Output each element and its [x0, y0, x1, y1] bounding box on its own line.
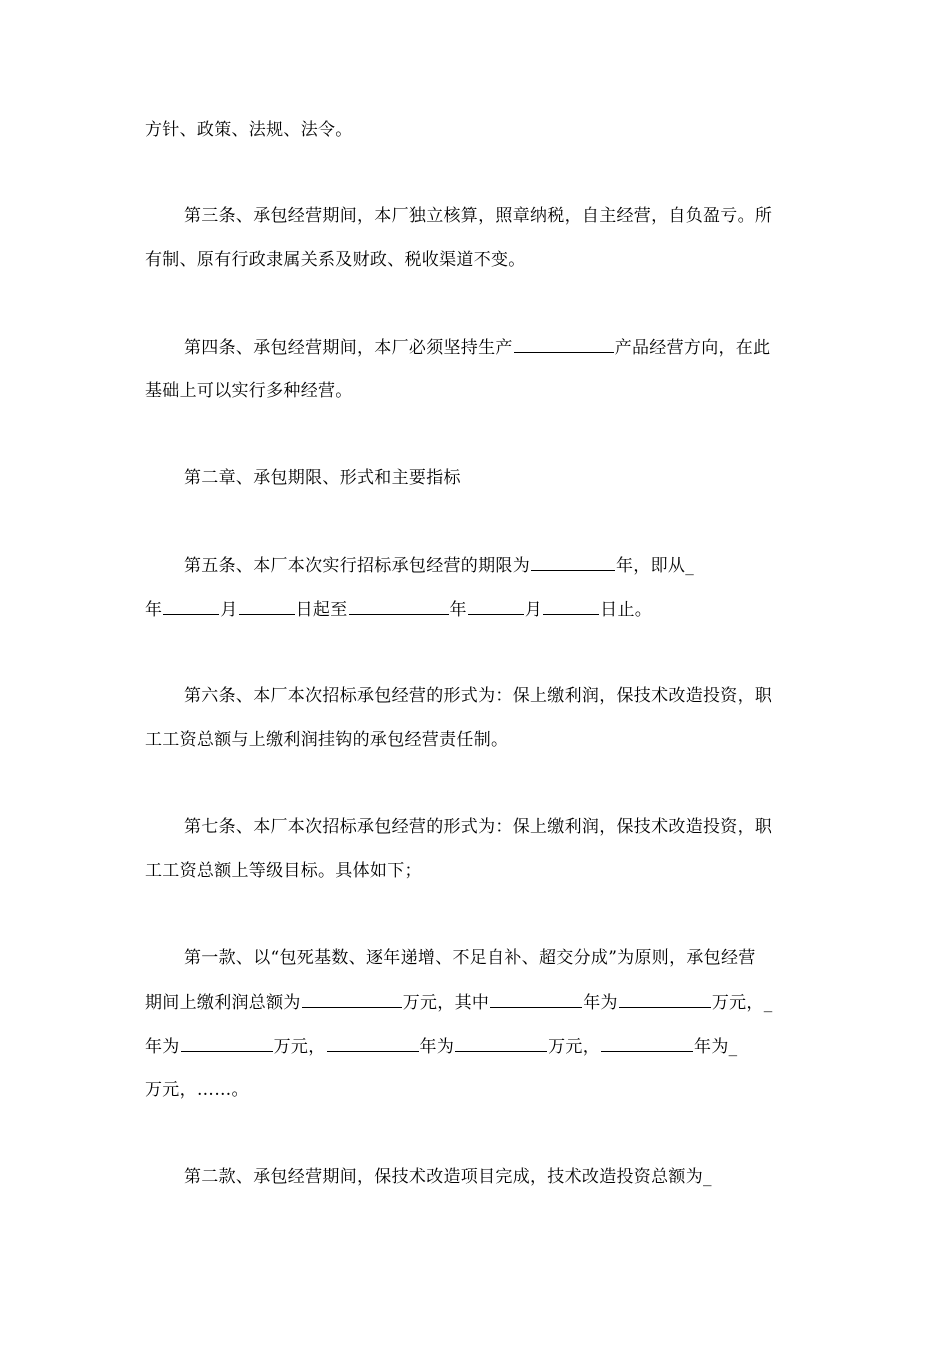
article-4-line-2: [145, 379, 353, 403]
line-text: 第六条、本厂本次招标承包经营的形式为：保上缴利润，保技术改造投资，职: [184, 686, 773, 706]
line-text: 第三条、承包经营期间，本厂独立核算，照章纳税，自主经营，自负盈亏。所: [184, 206, 773, 226]
paragraph-line: [145, 118, 353, 142]
fill-blank: [531, 553, 615, 571]
clause-1-line-2: [145, 990, 773, 1015]
fill-blank: [468, 597, 524, 615]
fill-blank: [163, 597, 219, 615]
chapter-2-heading: [184, 466, 461, 490]
fill-blank: [490, 990, 582, 1008]
line-text: 年，即从_: [616, 556, 694, 576]
line-text: 第五条、本厂本次实行招标承包经营的期限为: [184, 556, 530, 576]
line-text: 年: [449, 600, 467, 620]
fill-blank: [619, 990, 711, 1008]
line-text: 工工资总额上等级目标。具体如下；: [145, 861, 422, 881]
line-text: 年: [145, 600, 163, 620]
article-6-line-1: [184, 684, 772, 708]
line-text: 年为: [583, 993, 618, 1013]
article-4-line-1: [184, 335, 770, 360]
fill-blank: [455, 1034, 547, 1052]
fill-blank: [181, 1034, 273, 1052]
clause-1-line-3: [145, 1034, 737, 1059]
line-text: 第一款、以“包死基数、逐年递增、不足自补、超交分成”为原则，承包经营: [184, 948, 756, 968]
line-text: 日起至: [295, 600, 348, 620]
line-text: 第四条、承包经营期间，本厂必须坚持生产: [184, 338, 513, 358]
line-text: 年为: [145, 1037, 180, 1057]
line-text: 基础上可以实行多种经营。: [145, 381, 353, 401]
clause-2-line-1: [184, 1165, 712, 1189]
fill-blank: [239, 597, 295, 615]
line-text: 万元，……。: [145, 1080, 249, 1100]
line-text: 年为_: [694, 1037, 738, 1057]
article-6-line-2: [145, 728, 508, 752]
article-7-line-1: [184, 815, 772, 839]
fill-blank: [543, 597, 599, 615]
article-3-line-1: [184, 204, 772, 228]
line-text: 有制、原有行政隶属关系及财政、税收渠道不变。: [145, 250, 526, 270]
line-text: 年为: [419, 1037, 455, 1057]
line-text: 日止。: [600, 600, 653, 620]
fill-blank: [601, 1034, 693, 1052]
line-text: 第七条、本厂本次招标承包经营的形式为：保上缴利润，保技术改造投资，职: [184, 817, 773, 837]
line-text: 产品经营方向，在此: [614, 338, 771, 358]
line-text: 万元，其中: [402, 993, 490, 1013]
line-text: 方针、政策、法规、法令。: [145, 120, 353, 140]
fill-blank: [514, 335, 614, 353]
line-text: 第二款、承包经营期间，保技术改造项目完成，技术改造投资总额为_: [184, 1167, 712, 1187]
fill-blank: [302, 990, 402, 1008]
line-text: 万元，_: [711, 993, 773, 1013]
fill-blank: [349, 597, 449, 615]
line-text: 万元，: [548, 1037, 601, 1057]
heading-text: 第二章、承包期限、形式和主要指标: [184, 468, 461, 488]
line-text: 月: [220, 600, 238, 620]
line-text: 万元，: [273, 1037, 326, 1057]
article-3-line-2: [145, 248, 526, 272]
clause-1-line-4: [145, 1078, 249, 1102]
line-text: 期间上缴利润总额为: [145, 993, 301, 1013]
article-5-line-2: [145, 597, 652, 622]
fill-blank: [327, 1034, 419, 1052]
clause-1-line-1: [184, 946, 756, 970]
line-text: 工工资总额与上缴利润挂钩的承包经营责任制。: [145, 730, 509, 750]
line-text: 月: [524, 600, 543, 620]
article-5-line-1: [184, 553, 694, 578]
article-7-line-2: [145, 859, 422, 883]
